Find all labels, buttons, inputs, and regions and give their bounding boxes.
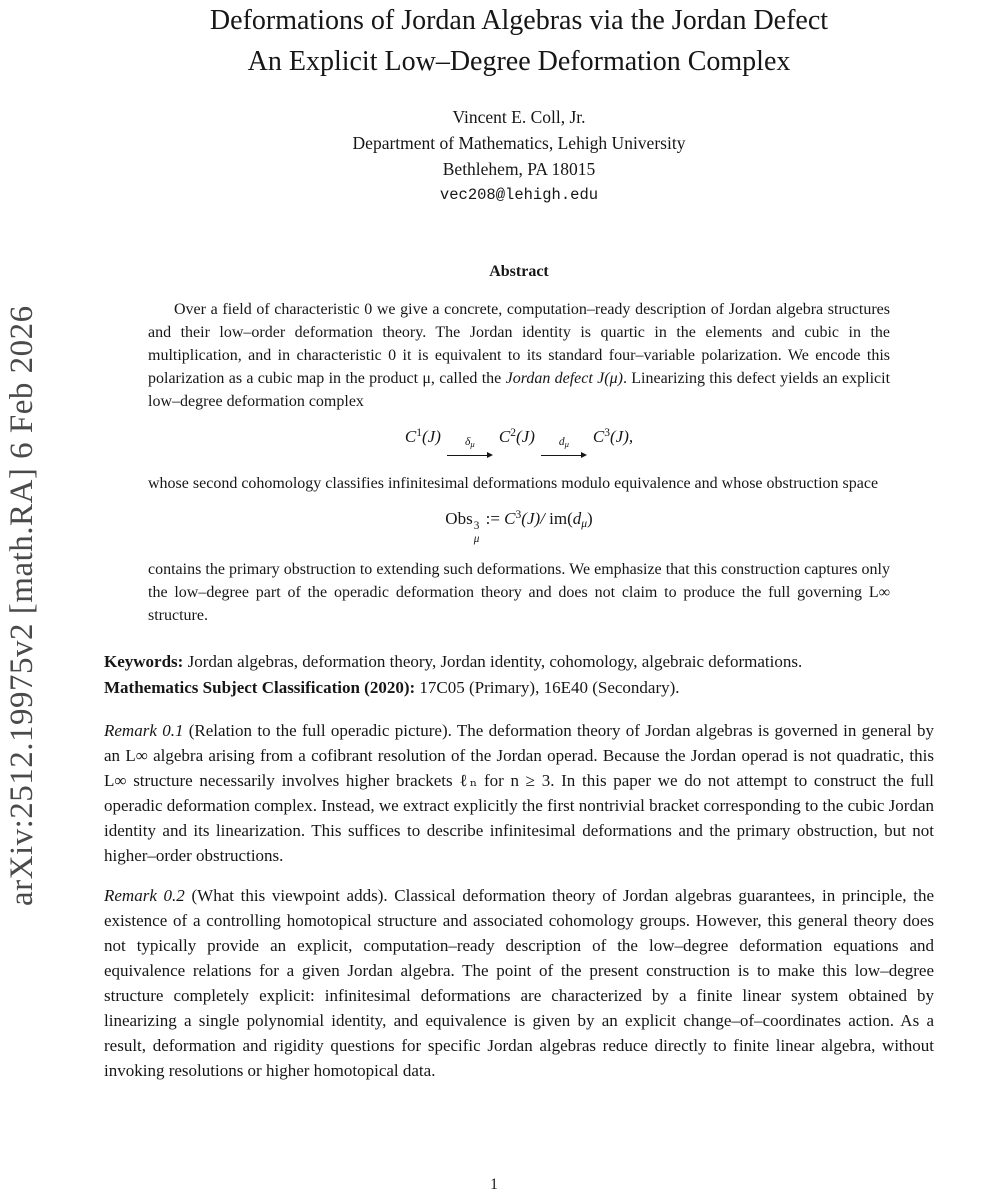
- abstract-p1-post: . Linearizing this defect yields an explicit low–degree deformation complex: [148, 370, 891, 410]
- math-im: im(: [544, 509, 573, 528]
- math-c1-arg: (J): [422, 427, 441, 446]
- keywords-label: Keywords:: [104, 652, 184, 672]
- remark-0-1: [104, 718, 934, 868]
- math-assign: :=: [481, 509, 505, 528]
- abstract-paragraph-3: contains the primary obstruction to extending such deformations. We emphasize that this construction captures only the low–degree part of the operadic deformation theory and does not claim to produce the full governing L∞ structure.: [148, 561, 890, 625]
- labeled-arrow-d: [541, 437, 587, 459]
- math-c3: C: [592, 427, 605, 446]
- msc-text: 17C05 (Primary), 16E40 (Secondary).: [415, 678, 680, 698]
- math-c2: C: [498, 427, 511, 446]
- arrow-label-d-mu: [559, 437, 569, 450]
- math-delta-sub-mu: μ: [470, 439, 475, 449]
- author-block: [104, 104, 934, 208]
- title-line-1: Deformations of Jordan Algebras via the Jordan Defect: [209, 5, 829, 36]
- msc-line: [104, 675, 934, 701]
- math-c1: C: [404, 427, 417, 446]
- math-c2-sup: 2: [510, 426, 516, 439]
- labeled-arrow-delta: [447, 437, 493, 459]
- author-email: vec208@lehigh.edu: [439, 186, 599, 204]
- msc-label: Mathematics Subject Classification (2020):: [104, 678, 416, 698]
- title-line-2: An Explicit Low–Degree Deformation Complex: [247, 46, 791, 77]
- math-obs-sub: μ: [473, 532, 480, 545]
- remark-0-1-body: The deformation theory of Jordan algebras is governed in general by an L∞ algebra arising from a cofibrant resolution of the Jordan operad. Because the Jordan operad is not quadratic, this L∞ structure necessarily involves higher brackets ℓₙ for n ≥ 3. In this paper we do not attempt to construct the full operadic deformation complex. Instead, we extract explicitly the first nontrivial bracket corresponding to the cubic Jordan identity and its linearization. This suffices to describe infinitesimal deformations and the primary obstruction, but not higher–order obstructions.: [104, 721, 934, 866]
- author-name: Vincent E. Coll, Jr.: [452, 107, 586, 127]
- math-c3-arg: (J),: [610, 427, 634, 446]
- right-arrow-icon: [447, 451, 493, 459]
- right-arrow-icon: [541, 451, 587, 459]
- remark-0-2-note: (What this viewpoint adds).: [191, 886, 388, 906]
- author-city: Bethlehem, PA 18015: [442, 159, 596, 179]
- paper-content: [104, 0, 934, 1083]
- author-affiliation: Department of Mathematics, Lehigh University: [352, 133, 686, 153]
- abstract-section: [148, 260, 890, 627]
- paper-title: [104, 0, 934, 82]
- math-c3b: C: [504, 509, 516, 528]
- keywords-text: Jordan algebras, deformation theory, Jordan identity, cohomology, algebraic deformations.: [183, 652, 803, 672]
- math-c1-sup: 1: [416, 426, 422, 439]
- math-obs: Obs: [445, 509, 473, 528]
- page-number: 1: [490, 1176, 498, 1193]
- equation-deformation-complex: [148, 426, 890, 459]
- abstract-p1-italic-phrase: Jordan defect J(μ): [505, 370, 623, 387]
- math-d2-sub-mu: μ: [581, 517, 588, 530]
- math-close-paren: ): [587, 509, 593, 528]
- math-d-sub-mu: μ: [564, 439, 569, 449]
- math-obs-supsub: [474, 520, 480, 545]
- math-c3b-sup: 3: [515, 508, 522, 521]
- arxiv-watermark: arXiv:2512.19975v2 [math.RA] 6 Feb 2026: [4, 305, 40, 906]
- remark-0-2-body: Classical deformation theory of Jordan algebras guarantees, in principle, the existence of a controlling homotopical structure and associated cohomology groups. However, this general theory does not typically provide an explicit, computation–ready description of the low–degree deformation equations and equivalence relations for a given Jordan algebra. The point of the present construction is to make this low–degree structure completely explicit: infinitesimal deformations are characterized by a finite linear system obtained by linearizing a single polynomial identity, and equivalence is given by an explicit change–of–coordinates action. As a result, deformation and rigidity questions for specific Jordan algebras reduce directly to finite linear algebra, without invoking resolutions or higher homotopical data.: [104, 886, 934, 1081]
- abstract-paragraph-2: whose second cohomology classifies infinitesimal deformations modulo equivalence and whose obstruction space: [148, 475, 879, 492]
- keywords-line: [104, 649, 934, 675]
- abstract-heading: Abstract: [489, 263, 549, 280]
- remark-0-1-note: (Relation to the full operadic picture).: [188, 721, 452, 741]
- remark-0-2-head: Remark 0.2: [104, 886, 192, 906]
- math-delta: δ: [465, 436, 471, 448]
- abstract-paragraph-1: [148, 298, 890, 413]
- equation-obstruction-space: [148, 508, 890, 545]
- math-c2-arg: (J): [516, 427, 535, 446]
- math-d2: d: [572, 509, 582, 528]
- remark-0-1-head: Remark 0.1: [104, 721, 189, 741]
- math-c3b-arg: (J)/: [521, 509, 545, 528]
- math-d: d: [558, 436, 565, 448]
- math-c3-sup: 3: [604, 426, 610, 439]
- math-obs-sup: 3: [473, 520, 480, 532]
- arrow-label-delta-mu: [465, 437, 475, 450]
- abstract-p1-pre: Over a field of characteristic 0 we give a concrete, computation–ready description of Jordan algebra structures and their low–order deformation theory. The Jordan identity is quartic in the elements and cubic in the multiplication, and in characteristic 0 it is equivalent to its standard four–variable polarization. We encode this polarization as a cubic map in the product μ, called the: [148, 301, 890, 387]
- remark-0-2: [104, 883, 934, 1083]
